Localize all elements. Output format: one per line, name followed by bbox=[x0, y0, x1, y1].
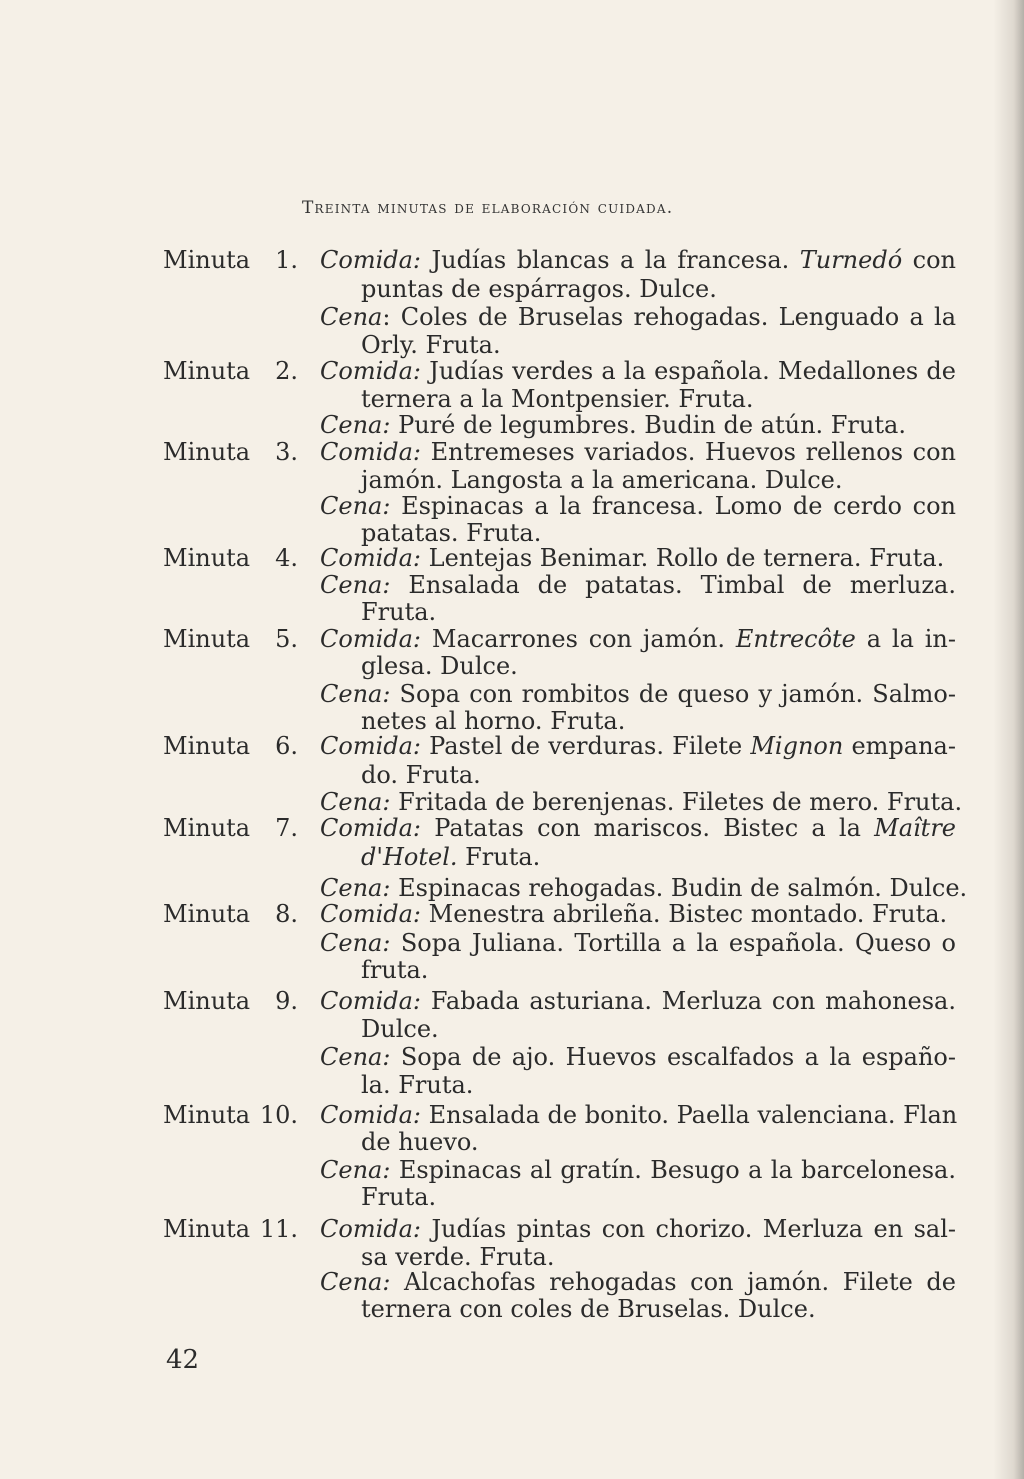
minuta-label: Minuta bbox=[163, 544, 251, 572]
comida-line: Comida: Judías pintas con chorizo. Merluza en sal- bbox=[320, 1215, 956, 1243]
minuta-label: Minuta bbox=[163, 1215, 251, 1243]
cena-continuation: la. Fruta. bbox=[361, 1071, 474, 1099]
cena-continuation: fruta. bbox=[361, 956, 429, 984]
minuta-label: Minuta bbox=[163, 438, 251, 466]
cena-line: Cena: Sopa Juliana. Tortilla a la española. Queso o bbox=[320, 929, 956, 957]
minuta-label: Minuta bbox=[163, 987, 251, 1015]
cena-line: Cena: Sopa de ajo. Huevos escalfados a la españo- bbox=[320, 1043, 956, 1071]
cena-line: Cena: Sopa con rombitos de queso y jamón. Salmo- bbox=[320, 680, 956, 708]
comida-continuation: d'Hotel. Fruta. bbox=[361, 843, 541, 871]
comida-continuation: glesa. Dulce. bbox=[361, 652, 518, 680]
cena-line: Cena: Fritada de berenjenas. Filetes de mero. Fruta. bbox=[320, 788, 963, 816]
comida-label: Comida: bbox=[320, 246, 422, 274]
comida-line: Comida: Menestra abrileña. Bistec montado. Fruta. bbox=[320, 900, 948, 928]
comida-line: Comida: Entremeses variados. Huevos rellenos con bbox=[320, 438, 956, 466]
cena-line: Cena: Espinacas al gratín. Besugo a la barcelonesa. bbox=[320, 1156, 956, 1184]
dish-italic: Turnedó bbox=[799, 246, 903, 274]
comida-line: Comida: Patatas con mariscos. Bistec a la Maître bbox=[320, 814, 957, 842]
minuta-label: Minuta bbox=[163, 246, 251, 274]
comida-line: Comida: Judías verdes a la española. Medallones de bbox=[320, 357, 956, 385]
comida-line: Comida: Macarrones con jamón. Entrecôte a la in- bbox=[320, 625, 956, 653]
comida-continuation: do. Fruta. bbox=[361, 761, 481, 789]
comida-continuation: jamón. Langosta a la americana. Dulce. bbox=[361, 466, 843, 494]
minuta-number: 1. bbox=[275, 246, 298, 274]
cena-continuation: Fruta. bbox=[361, 1183, 437, 1211]
minuta-label: Minuta bbox=[163, 357, 251, 385]
dish-italic: Maître bbox=[874, 814, 957, 842]
minuta-number: 5. bbox=[275, 625, 298, 653]
minuta-label: Minuta bbox=[163, 732, 251, 760]
minuta-number: 9. bbox=[275, 987, 298, 1015]
cena-continuation: netes al horno. Fruta. bbox=[361, 707, 626, 735]
comida-line: Comida: Pastel de verduras. Filete Mignon empana- bbox=[320, 732, 956, 760]
minuta-number: 6. bbox=[275, 732, 298, 760]
dish-italic: Mignon bbox=[750, 732, 844, 760]
minuta-label: Minuta bbox=[163, 625, 251, 653]
comida-line: Comida: Judías blancas a la francesa. Turnedó con bbox=[320, 246, 956, 274]
cena-label: Cena bbox=[320, 303, 383, 331]
comida-line: Comida: Fabada asturiana. Merluza con mahonesa. bbox=[320, 987, 956, 1015]
comida-continuation: ternera a la Montpensier. Fruta. bbox=[361, 385, 754, 413]
dish-italic: Entrecôte bbox=[735, 625, 856, 653]
cena-line: Cena: Coles de Bruselas rehogadas. Lenguado a la bbox=[320, 303, 956, 331]
minuta-number: 2. bbox=[275, 357, 298, 385]
minuta-label: Minuta bbox=[163, 900, 251, 928]
cena-continuation: ternera con coles de Bruselas. Dulce. bbox=[361, 1295, 816, 1323]
cena-line: Cena: Puré de legumbres. Budin de atún. Fruta. bbox=[320, 411, 906, 439]
minuta-number: 7. bbox=[275, 814, 298, 842]
minuta-label: Minuta bbox=[163, 814, 251, 842]
cena-line: Cena: Espinacas rehogadas. Budin de salmón. Dulce. bbox=[320, 874, 968, 902]
comida-continuation: sa verde. Fruta. bbox=[361, 1243, 555, 1271]
running-head: Treinta minutas de elaboración cuidada. bbox=[302, 198, 674, 218]
cena-continuation: patatas. Fruta. bbox=[361, 519, 542, 547]
cena-continuation: Fruta. bbox=[361, 598, 437, 626]
page-number: 42 bbox=[166, 1345, 200, 1375]
minuta-number: 8. bbox=[275, 900, 298, 928]
cena-line: Cena: Alcachofas rehogadas con jamón. Filete de bbox=[320, 1268, 956, 1296]
cena-line: Cena: Espinacas a la francesa. Lomo de cerdo con bbox=[320, 492, 956, 520]
cena-line: Cena: Ensalada de patatas. Timbal de merluza. bbox=[320, 571, 956, 599]
comida-line: Comida: Ensalada de bonito. Paella valenciana. Flan bbox=[320, 1101, 958, 1129]
cena-continuation: Orly. Fruta. bbox=[361, 331, 501, 359]
comida-line: Comida: Lentejas Benimar. Rollo de ternera. Fruta. bbox=[320, 544, 945, 572]
minuta-label: Minuta bbox=[163, 1101, 251, 1129]
comida-continuation: de huevo. bbox=[361, 1128, 479, 1156]
minuta-number: 3. bbox=[275, 438, 298, 466]
minuta-number: 11. bbox=[259, 1215, 298, 1243]
comida-continuation: puntas de espárragos. Dulce. bbox=[361, 275, 717, 303]
comida-continuation: Dulce. bbox=[361, 1015, 439, 1043]
minuta-number: 4. bbox=[275, 544, 298, 572]
minuta-number: 10. bbox=[259, 1101, 298, 1129]
